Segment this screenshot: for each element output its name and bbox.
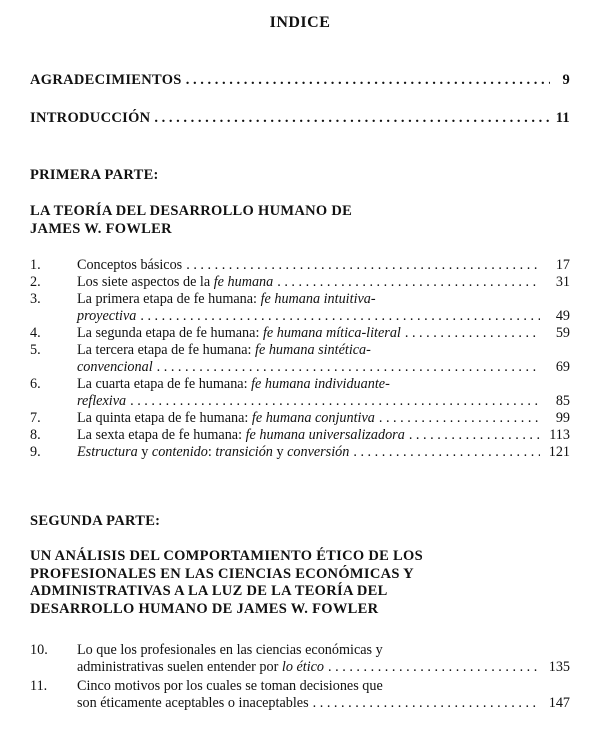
chapter-number: 9. — [30, 444, 41, 460]
chapter-item-10[interactable] — [30, 642, 570, 676]
chapter-page: 31 — [555, 274, 570, 290]
chapter-title-cont: son éticamente aceptables o inaceptables — [77, 695, 309, 711]
chapter-page: 49 — [555, 308, 570, 324]
chapter-item-7[interactable] — [30, 410, 570, 427]
dot-leader — [130, 393, 540, 410]
chapter-title: La segunda etapa de fe humana: fe humana mítica-literal — [77, 325, 401, 341]
chapter-title: Cinco motivos por los cuales se toman decisiones que — [77, 678, 383, 694]
chapter-page: 69 — [555, 359, 570, 375]
dot-leader — [186, 257, 540, 274]
chapter-number: 10. — [30, 642, 48, 658]
part-heading-segunda: UN ANÁLISIS DEL COMPORTAMIENTO ÉTICO DE LOS PROFESIONALES EN LAS CIENCIAS ECONÓMICAS Y ADMINISTRATIVAS A LA LUZ DE LA TEORÍA DEL DESARROLLO HUMANO DE JAMES W. FOWLER — [30, 548, 423, 617]
chapter-list-primera — [30, 257, 570, 461]
chapter-title: Estructura y contenido: transición y conversión — [77, 444, 350, 460]
chapter-item-6[interactable] — [30, 376, 570, 410]
chapter-page: 135 — [548, 659, 570, 675]
chapter-page: 59 — [555, 325, 570, 341]
chapter-number: 5. — [30, 342, 41, 358]
chapter-title: La primera etapa de fe humana: fe humana intuitiva- — [77, 291, 376, 307]
dot-leader — [186, 72, 550, 89]
chapter-page: 99 — [555, 410, 570, 426]
dot-leader — [409, 427, 540, 444]
dot-leader — [328, 659, 540, 676]
chapter-item-11[interactable] — [30, 678, 570, 712]
chapter-number: 6. — [30, 376, 41, 392]
dot-leader — [140, 308, 540, 325]
dot-leader — [154, 110, 550, 127]
part-heading-primera: LA TEORÍA DEL DESARROLLO HUMANO DE JAMES W. FOWLER — [30, 203, 353, 237]
dot-leader — [157, 359, 540, 376]
chapter-item-8[interactable] — [30, 427, 570, 444]
part-label-segunda: SEGUNDA PARTE: — [30, 513, 161, 529]
chapter-number: 1. — [30, 257, 41, 273]
chapter-title-cont: proyectiva — [77, 308, 137, 324]
chapter-title-cont: reflexiva — [77, 393, 127, 409]
chapter-item-2[interactable] — [30, 274, 570, 291]
chapter-page: 85 — [555, 393, 570, 409]
chapter-number: 2. — [30, 274, 41, 290]
dot-leader — [353, 444, 540, 461]
chapter-number: 4. — [30, 325, 41, 341]
chapter-title: Los siete aspectos de la fe humana — [77, 274, 274, 290]
chapter-title: Conceptos básicos — [77, 257, 183, 273]
chapter-page: 113 — [549, 427, 570, 443]
chapter-title-cont: convencional — [77, 359, 153, 375]
chapter-page: 147 — [548, 695, 570, 711]
toc-entry-agradecimientos[interactable] — [30, 72, 570, 89]
chapter-list-segunda — [30, 642, 570, 712]
toc-entry-label: AGRADECIMIENTOS — [30, 72, 182, 88]
chapter-title-cont: administrativas suelen entender por lo ético — [77, 659, 325, 675]
dot-leader — [313, 695, 540, 712]
chapter-page: 17 — [555, 257, 570, 273]
toc-entry-page: 9 — [562, 72, 570, 88]
dot-leader — [405, 325, 540, 342]
toc-entry-page: 11 — [555, 110, 570, 126]
chapter-item-1[interactable] — [30, 257, 570, 274]
chapter-title: La tercera etapa de fe humana: fe humana sintética- — [77, 342, 371, 358]
chapter-page: 121 — [548, 444, 570, 460]
page-title: INDICE — [269, 14, 331, 31]
chapter-item-4[interactable] — [30, 325, 570, 342]
part-label-primera: PRIMERA PARTE: — [30, 167, 159, 183]
chapter-number: 11. — [30, 678, 48, 694]
chapter-item-3[interactable] — [30, 291, 570, 325]
chapter-number: 8. — [30, 427, 41, 443]
chapter-title: Lo que los profesionales en las ciencias económicas y — [77, 642, 383, 658]
chapter-item-5[interactable] — [30, 342, 570, 376]
chapter-number: 3. — [30, 291, 41, 307]
dot-leader — [379, 410, 540, 427]
chapter-title: La quinta etapa de fe humana: fe humana conjuntiva — [77, 410, 375, 426]
chapter-title: La cuarta etapa de fe humana: fe humana individuante- — [77, 376, 390, 392]
chapter-item-9[interactable] — [30, 444, 570, 461]
toc-entry-label: INTRODUCCIÓN — [30, 110, 151, 126]
chapter-title: La sexta etapa de fe humana: fe humana universalizadora — [77, 427, 405, 443]
toc-entry-introduccion[interactable] — [30, 110, 570, 127]
dot-leader — [277, 274, 540, 291]
chapter-number: 7. — [30, 410, 41, 426]
